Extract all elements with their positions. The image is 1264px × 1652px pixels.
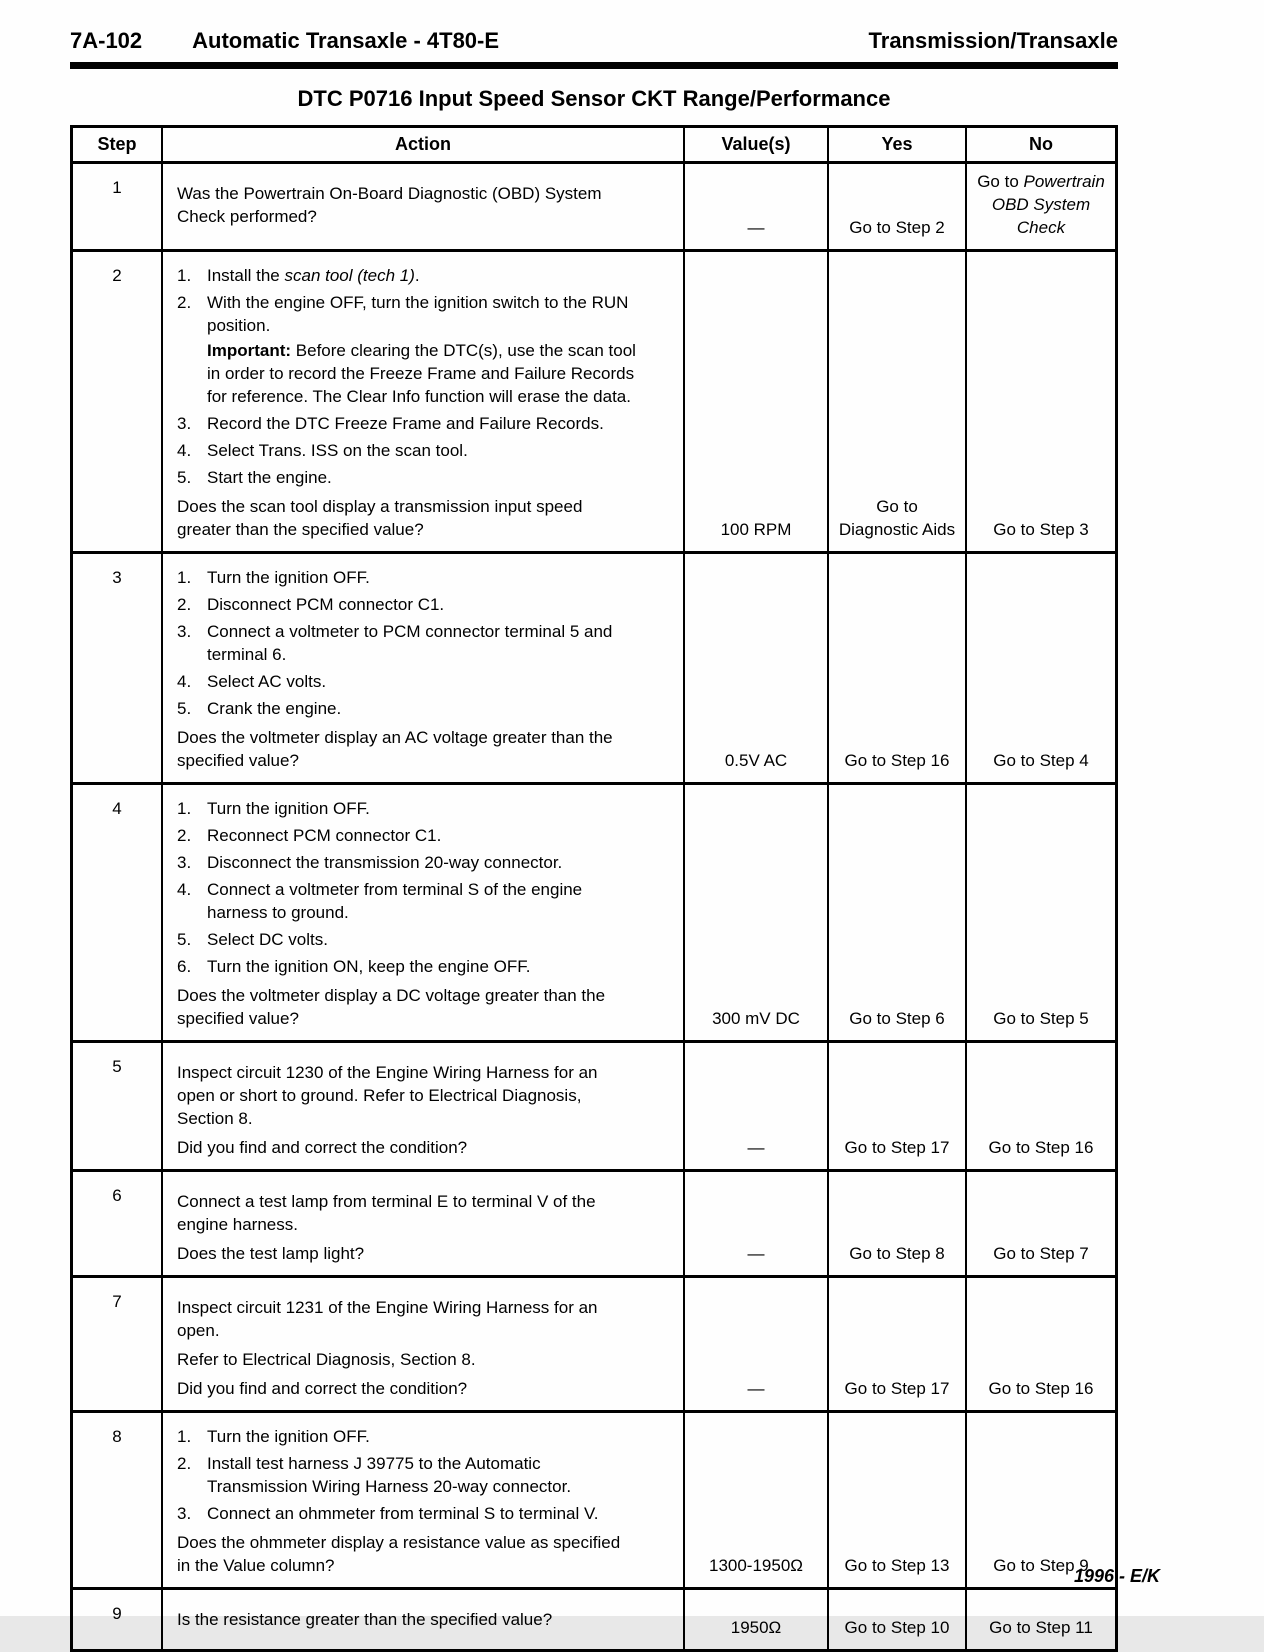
value-cell-text — [748, 1136, 765, 1159]
action-item — [177, 851, 638, 874]
text-segment: Select Trans. ISS on the scan tool. — [207, 441, 468, 460]
action-cell — [161, 1590, 683, 1649]
no-cell-text — [989, 1136, 1094, 1159]
value-cell-text — [712, 1007, 800, 1030]
action-cell — [161, 1278, 683, 1410]
action-cell — [161, 1043, 683, 1169]
text-segment: Disconnect PCM connector C1. — [207, 595, 445, 614]
yes-cell — [827, 1590, 965, 1649]
table-row-step-8 — [73, 1410, 1115, 1587]
no-cell-text — [993, 1242, 1088, 1265]
item-number: 3. — [177, 853, 192, 872]
text-segment: Disconnect the transmission 20-way connector. — [207, 853, 563, 872]
text-segment: Go to Step 17 — [844, 1138, 950, 1157]
action-item — [177, 439, 638, 462]
table-row-step-3 — [73, 551, 1115, 782]
action-cell — [161, 1172, 683, 1275]
value-cell — [683, 554, 827, 782]
column-header-yes: Yes — [827, 128, 965, 161]
table-row-step-6 — [73, 1169, 1115, 1275]
no-cell — [965, 164, 1115, 249]
action-item — [177, 797, 638, 820]
no-cell — [965, 1413, 1115, 1587]
text-segment: Reconnect PCM connector C1. — [207, 826, 442, 845]
text-segment: Select DC volts. — [207, 930, 328, 949]
action-item — [177, 1502, 638, 1525]
table-row-step-1 — [73, 164, 1115, 249]
text-segment: Does the voltmeter display a DC voltage greater than the specified value? — [177, 986, 606, 1028]
yes-cell — [827, 164, 965, 249]
item-text — [207, 1502, 638, 1525]
item-number: 1. — [177, 568, 192, 587]
text-segment: With the engine OFF, turn the ignition switch to the RUN position. — [207, 293, 629, 335]
value-cell — [683, 1043, 827, 1169]
table-row-step-5 — [73, 1040, 1115, 1169]
yes-cell-text — [849, 216, 944, 239]
item-text — [207, 824, 638, 847]
action-item — [177, 412, 638, 435]
step-cell: 6 — [112, 1186, 122, 1205]
value-cell — [683, 1590, 827, 1649]
text-segment: Go to Diagnostic Aids — [838, 497, 956, 539]
text-segment: Does the scan tool display a transmission input speed greater than the specified value? — [177, 497, 583, 539]
action-text — [177, 1136, 638, 1159]
value-cell — [683, 1413, 827, 1587]
step-cell: 1 — [112, 178, 122, 197]
step-cell: 9 — [112, 1604, 122, 1623]
item-number: 2. — [177, 595, 192, 614]
no-cell-text — [989, 1616, 1093, 1639]
item-text — [207, 851, 638, 874]
text-segment: Record the DTC Freeze Frame and Failure Records. — [207, 414, 604, 433]
text-segment: Go to Step 6 — [849, 1009, 945, 1028]
step-cell: 2 — [112, 266, 122, 285]
step-cell: 4 — [112, 799, 122, 818]
item-text — [207, 620, 638, 666]
text-segment: 300 mV DC — [712, 1009, 800, 1028]
value-cell-text — [725, 749, 787, 772]
item-text — [207, 1452, 638, 1498]
item-number: 6. — [177, 957, 192, 976]
item-number: 2. — [177, 1454, 192, 1473]
item-number: 5. — [177, 699, 192, 718]
action-text — [177, 1531, 638, 1577]
item-number: 3. — [177, 1504, 192, 1523]
yes-cell — [827, 785, 965, 1040]
text-segment: Connect a voltmeter to PCM connector terminal 5 and terminal 6. — [207, 622, 613, 664]
text-segment: Go to Step 11 — [989, 1618, 1093, 1637]
text-segment: Was the Powertrain On-Board Diagnostic (OBD) System Check performed? — [177, 184, 602, 226]
text-segment: — — [747, 1379, 765, 1398]
text-segment: Go to Step 16 — [988, 1379, 1094, 1398]
value-cell-text — [748, 216, 765, 239]
item-number: 1. — [177, 1427, 192, 1446]
item-text — [207, 439, 638, 462]
no-cell — [965, 1278, 1115, 1410]
item-number: 1. — [177, 799, 192, 818]
text-segment: Go to Step 7 — [993, 1244, 1089, 1263]
action-item — [177, 620, 638, 666]
action-item — [177, 878, 638, 924]
table-row-step-7 — [73, 1275, 1115, 1410]
text-segment: Go to — [977, 172, 1024, 191]
text-segment: Go to Step 10 — [844, 1618, 950, 1637]
text-segment: Go to Step 4 — [993, 751, 1089, 770]
page-footer: 1996 - E/K — [1073, 1566, 1160, 1586]
yes-cell-text — [845, 1554, 950, 1577]
action-cell — [161, 164, 683, 249]
item-text — [207, 1425, 638, 1448]
text-segment: 1300-1950Ω — [708, 1556, 803, 1575]
text-segment: Go to Step 3 — [993, 520, 1089, 539]
text-segment: 1950Ω — [730, 1618, 782, 1637]
text-segment: Start the engine. — [207, 468, 332, 487]
action-text — [177, 495, 638, 541]
text-segment: Install the — [207, 266, 285, 285]
item-text — [207, 291, 638, 337]
item-number: 3. — [177, 622, 192, 641]
text-segment: Powertrain OBD System Check — [991, 172, 1105, 237]
action-cell — [161, 554, 683, 782]
action-item — [177, 566, 638, 589]
table-row-step-2 — [73, 249, 1115, 551]
yes-cell-text — [849, 1242, 944, 1265]
column-header-step: Step — [97, 134, 137, 154]
item-text — [207, 670, 638, 693]
value-cell-text — [748, 1242, 765, 1265]
no-cell-text — [993, 749, 1088, 772]
table-header-row — [73, 128, 1115, 164]
text-segment: Go to Step 5 — [993, 1009, 1089, 1028]
item-text — [207, 928, 638, 951]
action-item — [177, 593, 638, 616]
action-item — [177, 466, 638, 489]
text-segment: Connect a voltmeter from terminal S of the engine harness to ground. — [207, 880, 583, 922]
text-segment: Go to Step 13 — [844, 1556, 950, 1575]
action-text — [177, 1190, 638, 1236]
item-number: 5. — [177, 930, 192, 949]
no-cell — [965, 252, 1115, 551]
text-segment: scan tool (tech 1) — [284, 266, 415, 285]
text-segment: — — [747, 218, 765, 237]
value-cell-text — [721, 518, 792, 541]
action-cell — [161, 785, 683, 1040]
yes-cell — [827, 554, 965, 782]
column-header-values: Value(s) — [683, 128, 827, 161]
value-cell-text — [709, 1554, 803, 1577]
text-segment: Go to Step 8 — [849, 1244, 945, 1263]
item-number: 4. — [177, 441, 192, 460]
action-important-note — [207, 339, 638, 408]
action-text — [177, 1242, 638, 1265]
yes-cell-text — [845, 749, 950, 772]
item-text — [207, 593, 638, 616]
yes-cell — [827, 1413, 965, 1587]
no-cell-text — [993, 1007, 1088, 1030]
action-text — [177, 182, 638, 228]
action-item — [177, 1425, 638, 1448]
yes-cell-text — [845, 1136, 950, 1159]
value-cell — [683, 785, 827, 1040]
text-segment: Crank the engine. — [207, 699, 342, 718]
value-cell — [683, 164, 827, 249]
header-rule — [70, 62, 1118, 69]
text-segment: Go to Step 17 — [844, 1379, 950, 1398]
action-text — [177, 1377, 638, 1400]
text-segment: Before clearing the DTC(s), use the scan tool in order to record the Freeze Frame and Failure Records for reference. The Clear Info function will erase the data. — [207, 341, 636, 406]
text-segment: — — [747, 1244, 765, 1263]
text-segment: Go to Step 9 — [993, 1556, 1089, 1575]
text-segment: Did you find and correct the condition? — [177, 1379, 468, 1398]
action-text — [177, 1348, 638, 1371]
action-text — [177, 1296, 638, 1342]
text-segment: Inspect circuit 1230 of the Engine Wiring Harness for an open or short to ground. Refer to Electrical Diagnosis, Section 8. — [177, 1063, 598, 1128]
yes-cell-text — [845, 1616, 950, 1639]
action-cell — [161, 252, 683, 551]
section-title: Automatic Transaxle - 4T80-E — [192, 28, 500, 53]
action-text — [177, 726, 638, 772]
item-number: 2. — [177, 826, 192, 845]
text-segment: Go to Step 16 — [844, 751, 950, 770]
action-text — [177, 1608, 638, 1631]
text-segment: Does the test lamp light? — [177, 1244, 365, 1263]
item-text — [207, 955, 638, 978]
value-cell — [683, 252, 827, 551]
yes-cell — [827, 1278, 965, 1410]
no-cell-text — [993, 518, 1088, 541]
yes-cell — [827, 1043, 965, 1169]
action-item — [177, 1452, 638, 1498]
text-segment: Inspect circuit 1231 of the Engine Wiring Harness for an open. — [177, 1298, 598, 1340]
value-cell-text — [748, 1377, 765, 1400]
column-header-action: Action — [161, 128, 683, 161]
page-content — [70, 28, 1118, 1652]
action-item — [177, 928, 638, 951]
action-item — [177, 670, 638, 693]
table-row-step-9 — [73, 1587, 1115, 1649]
action-text — [177, 1061, 638, 1130]
table-row-step-4 — [73, 782, 1115, 1040]
item-text — [207, 466, 638, 489]
yes-cell-text — [849, 1007, 944, 1030]
action-cell — [161, 1413, 683, 1587]
action-item — [177, 955, 638, 978]
action-item — [177, 697, 638, 720]
no-cell — [965, 1172, 1115, 1275]
no-cell — [965, 554, 1115, 782]
action-item — [177, 291, 638, 337]
text-segment: Is the resistance greater than the specified value? — [177, 1610, 553, 1629]
item-number: 5. — [177, 468, 192, 487]
page-number: 7A-102 — [70, 28, 143, 53]
no-cell — [965, 1043, 1115, 1169]
step-cell: 5 — [112, 1057, 122, 1076]
item-number: 3. — [177, 414, 192, 433]
text-segment: Does the ohmmeter display a resistance value as specified in the Value column? — [177, 1533, 621, 1575]
item-text — [207, 412, 638, 435]
header-left — [70, 28, 499, 54]
item-number: 2. — [177, 293, 192, 312]
text-segment: Select AC volts. — [207, 672, 327, 691]
yes-cell-text — [835, 495, 959, 541]
value-cell — [683, 1172, 827, 1275]
text-segment: Connect a test lamp from terminal E to terminal V of the engine harness. — [177, 1192, 596, 1234]
text-segment: Go to Step 2 — [849, 218, 945, 237]
text-segment: Turn the ignition OFF. — [207, 799, 370, 818]
text-segment: 0.5V AC — [724, 751, 788, 770]
item-number: 4. — [177, 880, 192, 899]
table-body — [73, 164, 1115, 1649]
no-cell-text — [989, 1377, 1094, 1400]
text-segment: — — [747, 1138, 765, 1157]
action-item — [177, 824, 638, 847]
text-segment: Turn the ignition OFF. — [207, 568, 370, 587]
text-segment: Does the voltmeter display an AC voltage greater than the specified value? — [177, 728, 613, 770]
header-right-title: Transmission/Transaxle — [868, 28, 1118, 53]
text-segment: Go to Step 16 — [988, 1138, 1094, 1157]
value-cell — [683, 1278, 827, 1410]
action-text — [177, 984, 638, 1030]
item-number: 1. — [177, 266, 192, 285]
action-item — [177, 264, 638, 287]
diagnostic-table — [70, 125, 1118, 1652]
column-header-no: No — [965, 128, 1115, 161]
no-cell-text — [973, 170, 1109, 239]
text-segment: Turn the ignition ON, keep the engine OFF. — [207, 957, 531, 976]
item-number: 4. — [177, 672, 192, 691]
text-segment: Connect an ohmmeter from terminal S to terminal V. — [207, 1504, 599, 1523]
item-text — [207, 878, 638, 924]
text-segment: Did you find and correct the condition? — [177, 1138, 468, 1157]
step-cell: 3 — [112, 568, 122, 587]
value-cell-text — [731, 1616, 782, 1639]
no-cell — [965, 1590, 1115, 1649]
step-cell: 8 — [112, 1427, 122, 1446]
text-segment: Refer to Electrical Diagnosis, Section 8. — [177, 1350, 476, 1369]
text-segment: . — [414, 266, 420, 285]
page-header — [70, 28, 1118, 54]
item-text — [207, 566, 638, 589]
step-cell: 7 — [112, 1292, 122, 1311]
text-segment: Install test harness J 39775 to the Automatic Transmission Wiring Harness 20-way connector. — [207, 1454, 572, 1496]
yes-cell — [827, 252, 965, 551]
no-cell — [965, 785, 1115, 1040]
item-text — [207, 797, 638, 820]
item-text — [207, 697, 638, 720]
yes-cell-text — [845, 1377, 950, 1400]
item-text — [207, 264, 638, 287]
text-segment: Important: — [207, 341, 296, 360]
dtc-title: DTC P0716 Input Speed Sensor CKT Range/Performance — [297, 86, 891, 111]
text-segment: Turn the ignition OFF. — [207, 1427, 370, 1446]
text-segment: 100 RPM — [720, 520, 792, 539]
yes-cell — [827, 1172, 965, 1275]
